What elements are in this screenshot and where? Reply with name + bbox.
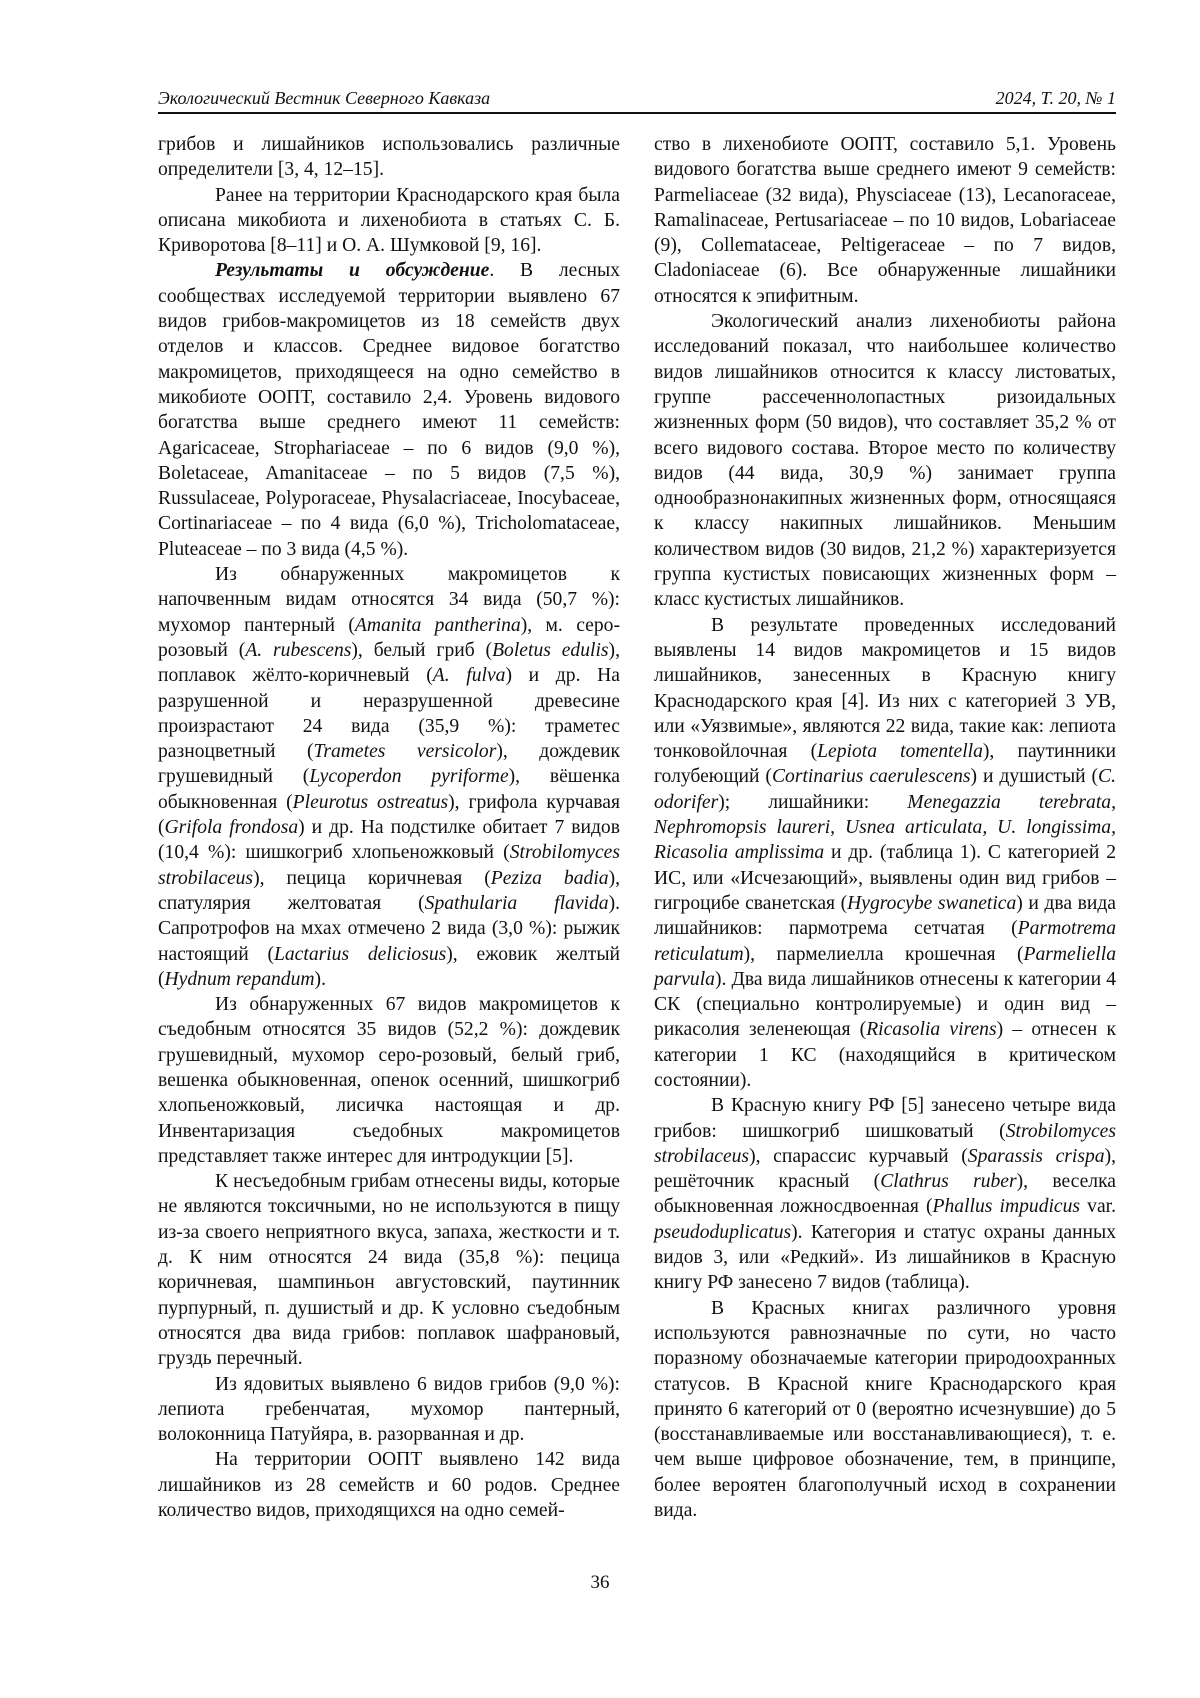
paragraph: Из обнаруженных макромицетов к напочвенным видам относятся 34 вида (50,7 %): мухомор пантерный (Amanita pantherina), м. серо-розовый (A. rubescens), белый гриб (Boletus edulis), поплавок жёлто-коричневый (A. fulva) и др. На разрушенной и неразрушенной древесине произрастают 24 вида (35,9 %): траметес разноцветный (Trametes versicolor), дождевик грушевидный (Lycoperdon pyriforme), вёшенка обыкновенная (Pleurotus ostreatus), грифола курчавая (Grifola frondosa) и др. На подстилке обитает 7 видов (10,4 %): шишкогриб хлопьеножковый (Strobilomyces strobilaceus), пецица коричневая (Peziza badia), спатулярия желтоватая (Spathularia flavida). Сапротрофов на мхах отмечено 2 вида (3,0 %): рыжик настоящий (Lactarius deliciosus), ежовик желтый (Hydnum repandum). xyxy=(158,564,620,990)
page-number: 36 xyxy=(590,1572,610,1593)
latin-name: Spathularia flavida xyxy=(424,892,609,914)
latin-name: Menegazzia terebrata, Nephromopsis laureri, Usnea articulata, U. longissima, Ricasolia amplissima xyxy=(654,791,1116,864)
latin-name: Trametes versicolor xyxy=(313,741,497,763)
latin-name: Grifola frondosa xyxy=(164,817,299,839)
latin-name: Boletus edulis xyxy=(492,639,609,661)
latin-name: Hygrocybe swanetica xyxy=(847,892,1017,914)
latin-name: Sparassis crispa xyxy=(967,1145,1105,1167)
right-column xyxy=(654,132,1116,1523)
journal-title: Экологический Вестник Северного Кавказа xyxy=(158,88,491,108)
latin-name: Hydnum repandum xyxy=(164,968,315,990)
paragraph: В результате проведенных исследований выявлены 14 видов макромицетов и 15 видов лишайников, занесенных в Красную книгу Краснодарского края [4]. Из них с категорией 3 УВ, или «Уязвимые», являются 22 вида, такие как: лепиота тонковойлочная (Lepiota tomentella), паутинники голубеющий (Cortinarius caerulescens) и душистый (C. odorifer); лишайники: Menegazzia terebrata, Nephromopsis laureri, Usnea articulata, U. longissima, Ricasolia amplissima и др. (таблица 1). С категорией 2 ИС, или «Исчезающий», выявлены один вид грибов – гигроцибе сванетская (Hygrocybe swanetica) и два вида лишайников: пармотрема сетчатая (Parmotrema reticulatum), пармелиелла крошечная (Parmeliella parvula). Два вида лишайников отнесены к категории 4 СК (специально контролируемые) и один вид – рикасолия зеленеющая (Ricasolia virens) – отнесен к категории 1 КС (находящийся в критическом состоянии). xyxy=(654,614,1117,1091)
section-heading: Результаты и обсуждение xyxy=(215,260,490,282)
running-header xyxy=(158,86,1116,114)
paragraph-text: . В лесных сообществах исследуемой территории выявлено 67 видов грибов-макромицетов из 18 семейств двух отделов и классов. Среднее видовое богатство макромицетов, приходящееся на одно семейство в микобиоте ООПТ, составило 2,4. Уровень видового богатства выше среднего имеют 11 семейств: Agaricaceae, Strophariaceae – по 6 видов (9,0 %), Boletaceae, Amanitaceae – по 5 видов (7,5 %), Russulaceae, Polyporaceae, Physalacriaceae, Inocybaceae, Cortinariaceae – по 4 вида (6,0 %), Tricholomataceae, Pluteaceae – по 3 вида (4,5 %). xyxy=(158,260,620,560)
latin-name: pseudoduplicatus xyxy=(654,1221,792,1243)
paragraph: К несъедобным грибам отнесены виды, которые не являются токсичными, но не используются в пищу из-за своего неприятного вкуса, запаха, жесткости и т. д. К ним относятся 24 вида (35,8 %): пецица коричневая, шампиньон августовский, паутинник пурпурный, п. душистый и др. К условно съедобным относятся два вида грибов: поплавок шафрановый, груздь перечный. xyxy=(158,1171,620,1370)
latin-name: Clathrus ruber xyxy=(880,1171,1017,1193)
latin-name: A. fulva xyxy=(432,665,506,687)
latin-name: Phallus impudicus xyxy=(932,1196,1081,1218)
paragraph: В Красную книгу РФ [5] занесено четыре вида грибов: шишкогриб шишковатый (Strobilomyces strobilaceus), спарассис курчавый (Sparassis crispa), решёточник красный (Clathrus ruber), веселка обыкновенная ложносдвоенная (Phallus impudicus var. pseudoduplicatus). Категория и статус охраны данных видов 3, или «Редкий». Из лишайников в Красную книгу РФ занесено 7 видов (таблица). xyxy=(654,1095,1116,1294)
latin-name: Parmeliella parvula xyxy=(654,943,1116,990)
latin-name: Strobilomyces strobilaceus xyxy=(158,842,620,889)
latin-name: Cortinarius caerulescens xyxy=(771,766,971,788)
paragraph: Ранее на территории Краснодарского края была описана микобиота и лихенобиота в статьях С. Б. Криворотова [8–11] и О. А. Шумковой [9, 16]. xyxy=(158,184,620,257)
latin-name: Amanita pantherina xyxy=(354,614,521,636)
latin-name: Ricasolia virens xyxy=(866,1019,997,1041)
latin-name: Pleurotus ostreatus xyxy=(292,791,449,813)
paragraph: ство в лихенобиоте ООПТ, составило 5,1. Уровень видового богатства выше среднего имеют 9 семейств: Parmeliaceae (32 вида), Physciaceae (13), Lecanoraceae, Ramalinaceae, Pertusariaceae – по 10 видов, Lobariaceae (9), Collemataceae, Peltigeraceae – по 7 видов, Cladoniaceae (6). Все обнаруженные лишайники относятся к эпифитным. xyxy=(654,134,1116,307)
latin-name: A. rubescens xyxy=(245,639,352,661)
latin-name: Peziza badia xyxy=(490,867,609,889)
latin-name: Strobilomyces strobilaceus xyxy=(654,1120,1116,1167)
latin-name: Lactarius deliciosus xyxy=(273,943,447,965)
issue-info: 2024, Т. 20, № 1 xyxy=(995,88,1116,108)
paragraph: На территории ООПТ выявлено 142 вида лишайников из 28 семейств и 60 родов. Среднее количество видов, приходящихся на одно семей- xyxy=(158,1449,620,1522)
paragraph: В Красных книгах различного уровня используются равнозначные по сути, но часто поразному обозначаемые категории природоохранных статусов. В Красной книге Краснодарского края принято 6 категорий от 0 (вероятно исчезнувшие) до 5 (восстанавливаемые или восстанавливающиеся), т. е. чем выше цифровое обозначение, тем, в принципе, более вероятен благополучный исход в сохранении вида. xyxy=(654,1297,1116,1522)
results-paragraph xyxy=(158,258,620,562)
paragraph: Из ядовитых выявлено 6 видов грибов (9,0 %): лепиота гребенчатая, мухомор пантерный, волоконница Патуйяра, в. разорванная и др. xyxy=(158,1373,620,1446)
latin-name: Lepiota tomentella xyxy=(817,741,983,763)
latin-name: Lycoperdon pyriforme xyxy=(309,766,509,788)
left-column xyxy=(158,132,620,1523)
paragraph: Экологический анализ лихенобиоты района исследований показал, что наибольшее количество видов лишайников относится к классу листоватых, группе рассеченнолопастных ризоидальных жизненных форм (50 видов), что составляет 35,2 % от всего видового состава. Второе место по количеству видов (44 вида, 30,9 %) занимает группа однообразнонакипных жизненных форм, относящаяся к классу накипных лишайников. Меньшим количеством видов (30 видов, 21,2 %) характеризуется группа кустистых повисающих жизненных форм – класс кустистых лишайников. xyxy=(654,311,1116,611)
latin-name: Parmotrema reticulatum xyxy=(654,918,1116,965)
latin-name: C. odorifer xyxy=(654,766,1117,813)
paragraph: Из обнаруженных 67 видов макромицетов к съедобным относятся 35 видов (52,2 %): дождевик грушевидный, мухомор серо-розовый, белый гриб, вешенка обыкновенная, опенок осенний, шишкогриб хлопьеножковый, лисичка настоящая и др. Инвентаризация съедобных макромицетов представляет также интерес для интродукции [5]. xyxy=(158,994,620,1167)
paragraph: грибов и лишайников использовались различные определители [3, 4, 12–15]. xyxy=(158,134,620,181)
